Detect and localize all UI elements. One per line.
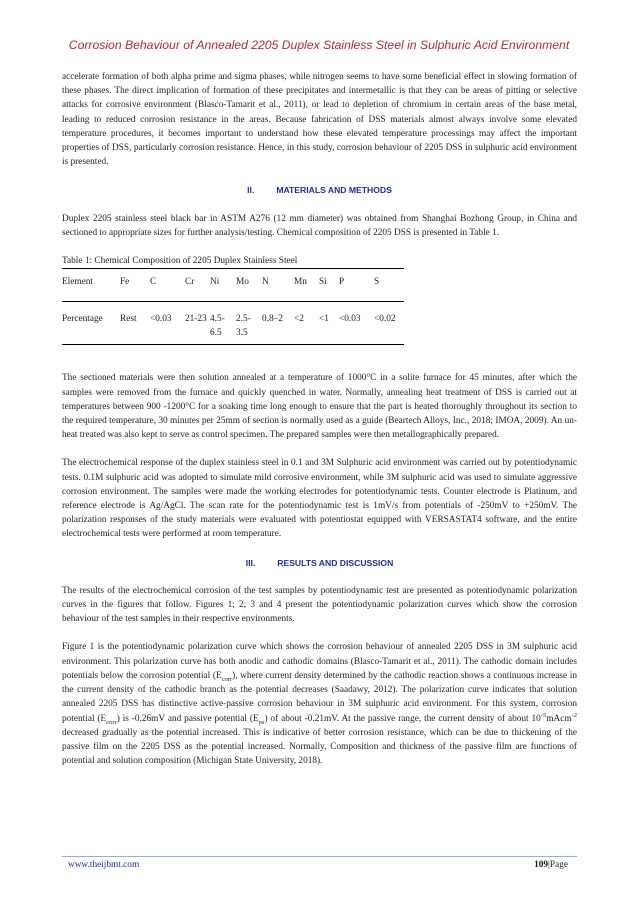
text-run: ) of about -0.21mV. At the passive range, the current density of about 10 — [264, 713, 541, 724]
page-separator: | — [548, 860, 550, 870]
composition-table — [62, 268, 404, 345]
table-cell: 4.5-6.5 — [210, 314, 225, 339]
section-number: II. — [247, 185, 255, 196]
table-cell: <0.03 — [339, 314, 361, 325]
table-header-cell: Mn — [294, 269, 319, 302]
text-run: mAcm — [546, 713, 572, 724]
table-cell: <2 — [294, 314, 304, 325]
table-cell: 2.5-3.5 — [236, 314, 251, 339]
table-header-row — [62, 269, 404, 302]
table-header-cell: P — [339, 269, 374, 302]
footer-rule — [62, 856, 577, 857]
section-title: MATERIALS AND METHODS — [276, 185, 392, 196]
running-header: Corrosion Behaviour of Annealed 2205 Duplex Stainless Steel in Sulphuric Acid Environment — [68, 38, 570, 52]
superscript: -2 — [571, 711, 577, 719]
table-header-cell: Element — [62, 269, 120, 302]
section-number: III. — [245, 557, 256, 568]
table-cell: Percentage — [62, 314, 103, 325]
table-cell: 21-23 — [185, 314, 207, 325]
text-run: ) is -0.26mV and passive potential (E — [116, 713, 259, 724]
text-run: decreased gradually as the potential increased. This is indicative of better corrosion resistance, which can be due to thickening of the passive film on the 2205 DSS as the potential increased. Normally, Composition and thickness of the passive film are functions of potential and solution composition (Michigan State University, 2018). — [62, 727, 577, 767]
table-header-cell: Fe — [120, 269, 150, 302]
page-body — [62, 70, 577, 782]
superscript: -5 — [540, 711, 547, 719]
section-heading-results — [62, 556, 577, 570]
text-run: Figure 1 is the potentiodynamic polarization curve which shows the corrosion behaviour of annealed 2205 DSS in 3M sulphuric acid environment. This polarization curve has both anodic and cathodic domains (Blasco-Tamarit et al., 2011). The cathodic domain includes potentials below the corrosion potential (E — [62, 642, 577, 681]
table-cell: <0.02 — [374, 314, 396, 325]
intro-paragraph: accelerate formation of both alpha prime and sigma phases, while nitrogen seems to have some beneficial effect in slowing formation of these phases. The direct implication of formation of these precipitates and intermetallic is that they can be areas of pitting or selective attacks for corrosive environment (Blasco-Tamarit et al., 2011), or lead to depletion of chromium in certain areas of the base metal, leading to reduced corrosion resistance in the areas. Because fabrication of DSS materials almost always involve some elevated temperature procedures, it becomes important to understand how these elevated temperature processings may affect the important properties of DSS, particularly corrosion resistance. Hence, in this study, corrosion behaviour of 2205 DSS in sulphuric acid environment is presented. — [62, 72, 577, 168]
footer-page-number — [534, 860, 568, 870]
table-header-cell: N — [262, 269, 294, 302]
materials-paragraph-1: Duplex 2205 stainless steel black bar in ASTM A276 (12 mm diameter) was obtained from Shanghai Bozhong Group, in China and sectioned to appropriate sizes for further analysis/testing. Chemical composition of 2205 DSS is presented in Table 1. — [62, 213, 577, 238]
table-cell: <1 — [319, 314, 329, 325]
subscript: ps — [258, 718, 265, 726]
table-header-cell: Ni — [210, 269, 236, 302]
table-row — [62, 302, 404, 345]
table-header-cell: S — [374, 269, 404, 302]
results-paragraph-1: The results of the electrochemical corrosion of the test samples by potentiodynamic test are presented as potentiodynamic polarization curves in the figures that follow. Figures 1; 2; 3 and 4 present the potentiodynamic polarization curves which show the corrosion behaviour of the test samples in their respective environments. — [62, 585, 577, 625]
text-run: ), where current density determined by the cathodic reaction shows a continuous increase in the current density of the cathodic branch as the potential decreases (Saadawy, 2012). The polarization curve indicates that solution annealed 2205 DSS has distinctive active-passive corrosion behaviour in 3M sulphuric acid environment. For this system, corrosion potential (E — [62, 670, 577, 724]
materials-paragraph-3: The electrochemical response of the duplex stainless steel in 0.1 and 3M Sulphuric acid environment was carried out by potentiodynamic tests. 0.1M sulphuric acid was adopted to simulate mild corrosive environment, while 3M sulphuric acid was used to simulate aggressive corrosion environment. The samples were made the working electrodes for potentiodynamic tests. Counter electrode is Platinum, and reference electrode is Ag/AgCl. The scan rate for the potentiodynamic test is 1mV/s from potentials of -250mV to +250mV. The polarization responses of the study materials were evaluated with potentiostat equipped with VERSASTAT4 software, and the entire electrochemical tests were performed at room temperature. — [62, 458, 577, 540]
table-cell: Rest — [120, 314, 137, 325]
table-cell: <0.03 — [150, 314, 172, 325]
page-number: 109 — [534, 860, 549, 870]
section-heading-materials — [62, 183, 577, 197]
subscript: corr — [106, 718, 117, 726]
table-cell: 0.8–2 — [262, 314, 283, 325]
table-header-cell: Cr — [185, 269, 210, 302]
table-caption: Table 1: Chemical Composition of 2205 Duplex Stainless Steel — [62, 256, 298, 267]
subscript: corr — [221, 675, 233, 683]
table-header-cell: Mo — [236, 269, 262, 302]
table-header-cell: C — [150, 269, 185, 302]
section-title: RESULTS AND DISCUSSION — [277, 557, 394, 568]
results-paragraph-2 — [62, 640, 577, 768]
materials-paragraph-2: The sectioned materials were then solution annealed at a temperature of 1000°C in a solite furnace for 45 minutes, after which the samples were removed from the furnace and quickly quenched in water. Normally, annealing heat treatment of DSS is carried out at temperatures between 900 -1200°C for a soaking time long enough to ensure that the part is heated thoroughly throughout its section to the required temperature, 30 minutes per 25mm of section is normally used as a guide (Beartech Alloys, Inc., 2018; IMOA, 2009). An un-heat treated was also kept to serve as control specimen. The prepared samples were then metallographically prepared. — [62, 373, 577, 441]
table-header-cell: Si — [319, 269, 339, 302]
footer-website-link[interactable]: www.theijbmt.com — [68, 860, 140, 870]
page-label: Page — [549, 860, 568, 870]
